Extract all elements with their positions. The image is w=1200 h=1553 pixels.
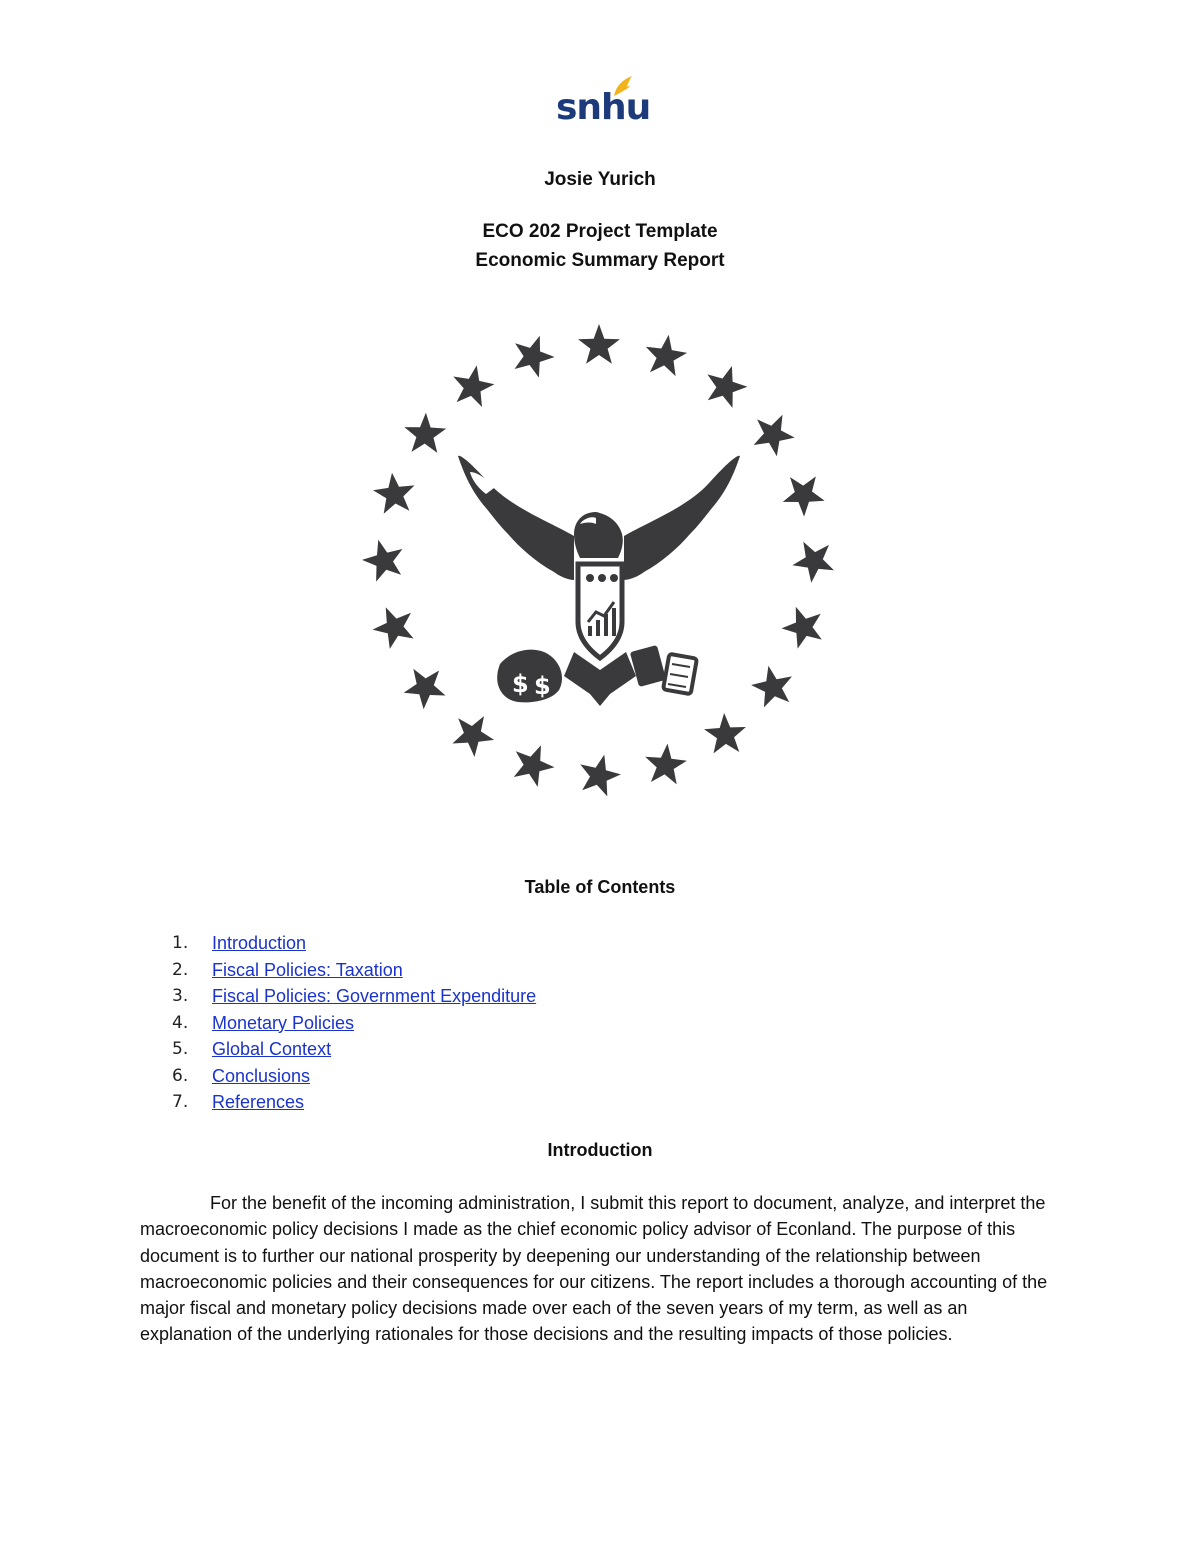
toc-item-number: 7. <box>172 1092 189 1112</box>
star-icon <box>646 335 687 376</box>
star-icon <box>515 336 555 378</box>
star-icon <box>580 755 621 797</box>
star-icon <box>404 669 446 710</box>
introduction-heading: Introduction <box>547 1140 653 1160</box>
toc-item-number: 3. <box>172 986 189 1006</box>
star-icon <box>704 713 746 753</box>
star-icon <box>707 366 747 408</box>
toc-link-references[interactable]: References <box>212 1092 305 1112</box>
star-icon <box>792 542 834 583</box>
star-icon <box>404 413 446 453</box>
star-icon <box>453 365 494 407</box>
snhu-logo <box>552 72 651 136</box>
toc-item <box>172 983 536 1010</box>
toc-item <box>172 930 536 957</box>
toc-item-number: 4. <box>172 1012 189 1033</box>
toc-item-number: 1. <box>172 933 189 953</box>
svg-text:$: $ <box>534 672 551 700</box>
document-subtitle: Economic Summary Report <box>475 250 725 271</box>
toc-item <box>172 1063 536 1090</box>
toc-link-taxation[interactable]: Fiscal Policies: Taxation <box>212 959 403 980</box>
toc-item <box>172 1089 536 1116</box>
star-icon <box>645 744 687 785</box>
toc-item <box>172 1036 536 1063</box>
document-title: ECO 202 Project Template <box>482 221 718 242</box>
toc-link-monetary-policies[interactable]: Monetary Policies <box>212 1012 355 1033</box>
toc-link-conclusions[interactable]: Conclusions <box>212 1065 311 1086</box>
star-icon <box>578 324 620 364</box>
toc-item <box>172 1010 536 1037</box>
toc-link-global-context[interactable]: Global Context <box>212 1039 332 1059</box>
author-name: Josie Yurich <box>544 169 656 190</box>
introduction-paragraph: For the benefit of the incoming administration, I submit this report to document, analyze, and interpret the macroeconomic policy decisions I made as the chief economic policy advisor of Econland. The purpose of this document is to further our national prosperity by deepening our understanding of the relationship between macroeconomic policies and their consequences for our citizens. The report includes a thorough accounting of the major fiscal and monetary policy decisions made over each of the seven years of my term, as well as an explanation of the underlying rationales for those decisions and the resulting impacts of those policies. <box>140 1193 1048 1345</box>
toc-heading: Table of Contents <box>524 877 676 897</box>
table-of-contents <box>172 930 536 1116</box>
toc-link-government-expenditure[interactable]: Fiscal Policies: Government Expenditure <box>212 986 537 1006</box>
star-icon <box>754 415 795 457</box>
toc-item <box>172 957 536 984</box>
star-ring <box>362 324 834 796</box>
logo-wordmark: snhu <box>556 87 651 128</box>
toc-item-number: 5. <box>172 1039 189 1059</box>
toc-link-introduction[interactable]: Introduction <box>212 933 307 953</box>
star-icon <box>373 607 414 649</box>
eagle-icon <box>458 456 740 706</box>
star-icon <box>514 745 555 787</box>
star-icon <box>783 476 825 516</box>
eagle-seal-icon <box>360 322 838 800</box>
svg-text:$: $ <box>512 670 529 698</box>
star-icon <box>373 473 415 514</box>
toc-item-number: 2. <box>172 959 189 980</box>
star-icon <box>362 540 402 582</box>
star-icon <box>782 607 822 649</box>
star-icon <box>452 716 494 757</box>
star-icon <box>751 666 792 708</box>
toc-item-number: 6. <box>172 1065 189 1086</box>
